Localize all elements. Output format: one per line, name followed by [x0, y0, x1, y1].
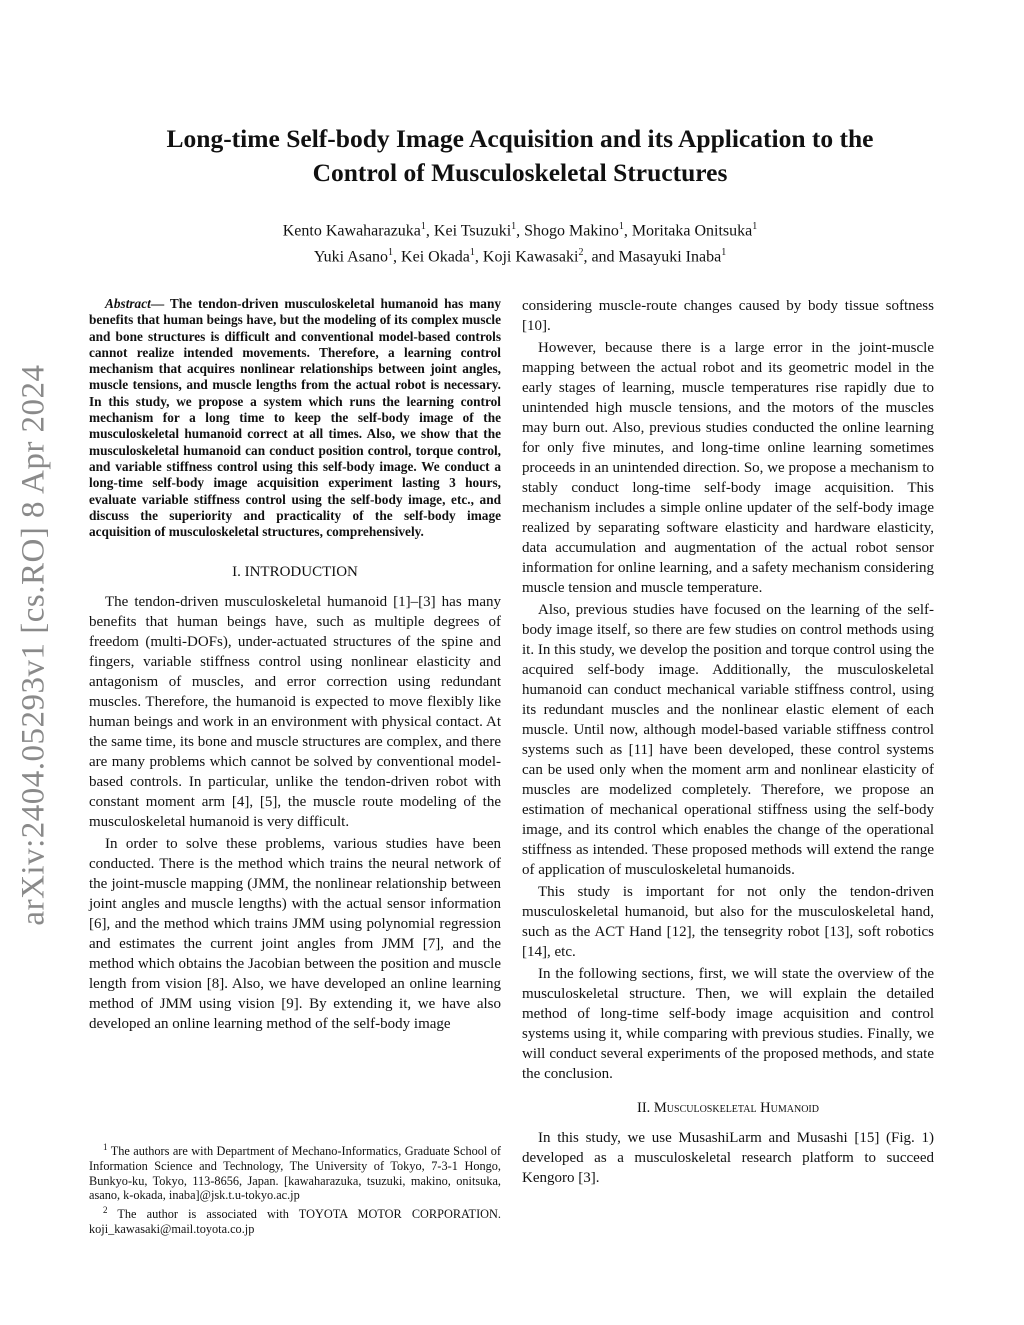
title-line-2: Control of Musculoskeletal Structures	[312, 158, 728, 187]
footnote-text: The authors are with Department of Mechano-Informatics, Graduate School of Information Science and Technology, The University of Tokyo, 7-3-1 Hongo, Bunkyo-ku, Tokyo, 113-8656, Japan. [kawaharazuka, tsuzuki, makino, onitsuka, asano, k-okada, inaba]@jsk.t.u-tokyo.ac.jp	[89, 1144, 501, 1203]
author-affiliation: 1	[721, 247, 727, 259]
footnote-text: The author is associated with TOYOTA MOTOR CORPORATION. koji_kawasaki@mail.toyota.co.jp	[89, 1207, 502, 1236]
author-separator: , and	[583, 248, 619, 266]
intro-paragraph-2-continued: considering muscle-route changes caused by body tissue softness [10].	[522, 298, 934, 334]
intro-paragraph-4: Also, previous studies have focused on the learning of the self-body image itself, so there are few studies on control methods using it. In this study, we develop the position and torque control using the acquired self-body image. Additionally, the musculoskeletal humanoid can conduct mechanical variable stiffness control, using its redundant muscles and the nonlinear elastic element of each muscle. Until now, although model-based variable stiffness control systems such as [11] have been developed, these control systems can be used only when the moment arm and nonlinear elasticity of muscles are modelized completely. Therefore, we propose an estimation of mechanical operational stiffness using the self-body image, and its control which enables the change of the operational stiffness as intended. These proposed methods will extend the range of application of musculoskeletal humanoids.	[522, 602, 934, 878]
author-affiliation: 1	[420, 221, 426, 232]
section-2-paragraph-1: In this study, we use MusashiLarm and Musashi [15] (Fig. 1) developed as a musculoskeletal research platform to succeed Kengoro [3].	[522, 1130, 934, 1186]
right-column	[522, 296, 934, 1188]
abstract-label: Abstract	[105, 296, 151, 311]
author-affiliation: 2	[578, 247, 584, 259]
abstract-text: The tendon-driven musculoskeletal humanoid has many benefits that human beings have, but the modeling of its complex muscle and bone structures is difficult and conventional model-based controls cannot realize intended movements. Therefore, a learning control mechanism that acquires nonlinear relationships between joint angles, muscle tensions, and muscle lengths from the actual robot is necessary. In this study, we propose a system which runs the learning control mechanism for a long time to keep the self-body image of the musculoskeletal humanoid correct at all times. Also, we show that the musculoskeletal humanoid can conduct position control, torque control, and variable stiffness control using this self-body image. We conduct a long-time self-body image acquisition experiment lasting 3 hours, evaluate variable stiffness control using the self-body image, etc., and discuss the superiority and practicality of the self-body image acquisition of musculoskeletal structures, comprehensively.	[89, 296, 502, 540]
paper-title	[100, 122, 940, 190]
intro-paragraph-2: In order to solve these problems, various studies have been conducted. There is the method which trains the neural network of the joint-muscle mapping (JMM, the nonlinear relationship between joint angles and muscle lengths) with the actual sensor information [6], and the method which trains JMM using polynomial regression and estimates the current joint angles from JMM [7], and the method which obtains the Jacobian between the position and muscle length from vision [8]. Also, we have developed an online learning method of JMM using vision [9]. By extending it, we have also developed an online learning method of the self-body image	[89, 836, 501, 1033]
footnote-1	[89, 1140, 501, 1203]
author-name: Kei Tsuzuki	[433, 222, 512, 240]
abstract	[89, 296, 501, 540]
author-affiliation: 1	[469, 247, 475, 259]
intro-paragraph-6: In the following sections, first, we will state the overview of the musculoskeletal structure. Then, we will explain the detailed method of long-time self-body image acquisition and control systems using it, while comparing with previous studies. Finally, we will conduct several experiments of the proposed methods, and state the conclusion.	[522, 966, 934, 1082]
author-name: Moritaka Onitsuka	[631, 222, 753, 240]
author-name: Kento Kawaharazuka	[282, 222, 421, 240]
footnote-mark: 2	[103, 1204, 108, 1215]
intro-paragraph-3: However, because there is a large error in the joint-muscle mapping between the actual robot and its geometric model in the early stages of learning, muscle temperatures rise rapidly due to unintended high muscle tensions, and the motors of the muscles may burn out. Also, previous studies conducted the online learning for only five minutes, and long-time online learning sometimes proceeds in an unintended direction. So, we propose a mechanism to stably conduct long-time self-body image acquisition. This mechanism includes a simple online updater of the self-body image realized by separating software elasticity and hardware elasticity, data accumulation and augmentation of the actual robot sensor information for online learning, and a safety mechanism considering muscle tension and muscle temperature.	[522, 340, 934, 596]
author-separator: ,	[474, 248, 483, 266]
footnote-mark: 1	[103, 1142, 108, 1152]
author-separator: ,	[516, 222, 525, 240]
author-affiliation: 1	[618, 221, 624, 232]
intro-paragraph-1: The tendon-driven musculoskeletal humanoid [1]–[3] has many benefits that human beings have, such as multiple degrees of freedom (multi-DOFs), under-actuated structures of the spine and fingers, variable stiffness control using nonlinear elasticity and antagonism of muscles, and error correction using redundant muscles. Therefore, the humanoid is expected to move flexibly like human beings and work in an environment with physical contact. At the same time, its bone and muscle structures are complex, and there are many problems which cannot be solved by conventional model-based controls. In particular, unlike the tendon-driven robot with constant moment arm [4], [5], the muscle route modeling of the musculoskeletal humanoid is very difficult.	[89, 594, 501, 831]
author-line-2	[100, 242, 940, 268]
author-separator: ,	[425, 222, 434, 240]
footnotes	[89, 1140, 501, 1236]
introduction-heading: I. INTRODUCTION	[232, 564, 358, 581]
title-line-1: Long-time Self-body Image Acquisition and its Application to the	[166, 124, 874, 153]
section-2-heading: II. Musculoskeletal Humanoid	[637, 1100, 819, 1116]
author-name: Shogo Makino	[524, 222, 619, 240]
arxiv-side-stamp	[10, 360, 58, 930]
author-name: Kei Okada	[401, 248, 470, 266]
intro-paragraph-5: This study is important for not only the tendon-driven musculoskeletal humanoid, but also for the musculoskeletal hand, such as the ACT Hand [12], the tensegrity robot [13], soft robotics [14], etc.	[522, 884, 934, 960]
author-name: Koji Kawasaki	[482, 248, 579, 266]
arxiv-identifier: arXiv:2404.05293v1 [cs.RO] 8 Apr 2024	[15, 364, 52, 926]
left-column	[89, 296, 501, 1034]
author-name: Yuki Asano	[313, 248, 389, 266]
author-affiliation: 1	[511, 221, 517, 232]
footnote-2	[89, 1203, 501, 1237]
author-name: Masayuki Inaba	[618, 248, 722, 266]
abstract-dash: —	[150, 296, 170, 311]
author-separator: ,	[623, 222, 632, 240]
author-affiliation: 1	[752, 221, 758, 232]
author-line-1	[100, 216, 940, 242]
author-separator: ,	[393, 248, 402, 266]
author-list	[100, 216, 940, 269]
author-affiliation: 1	[388, 247, 394, 259]
